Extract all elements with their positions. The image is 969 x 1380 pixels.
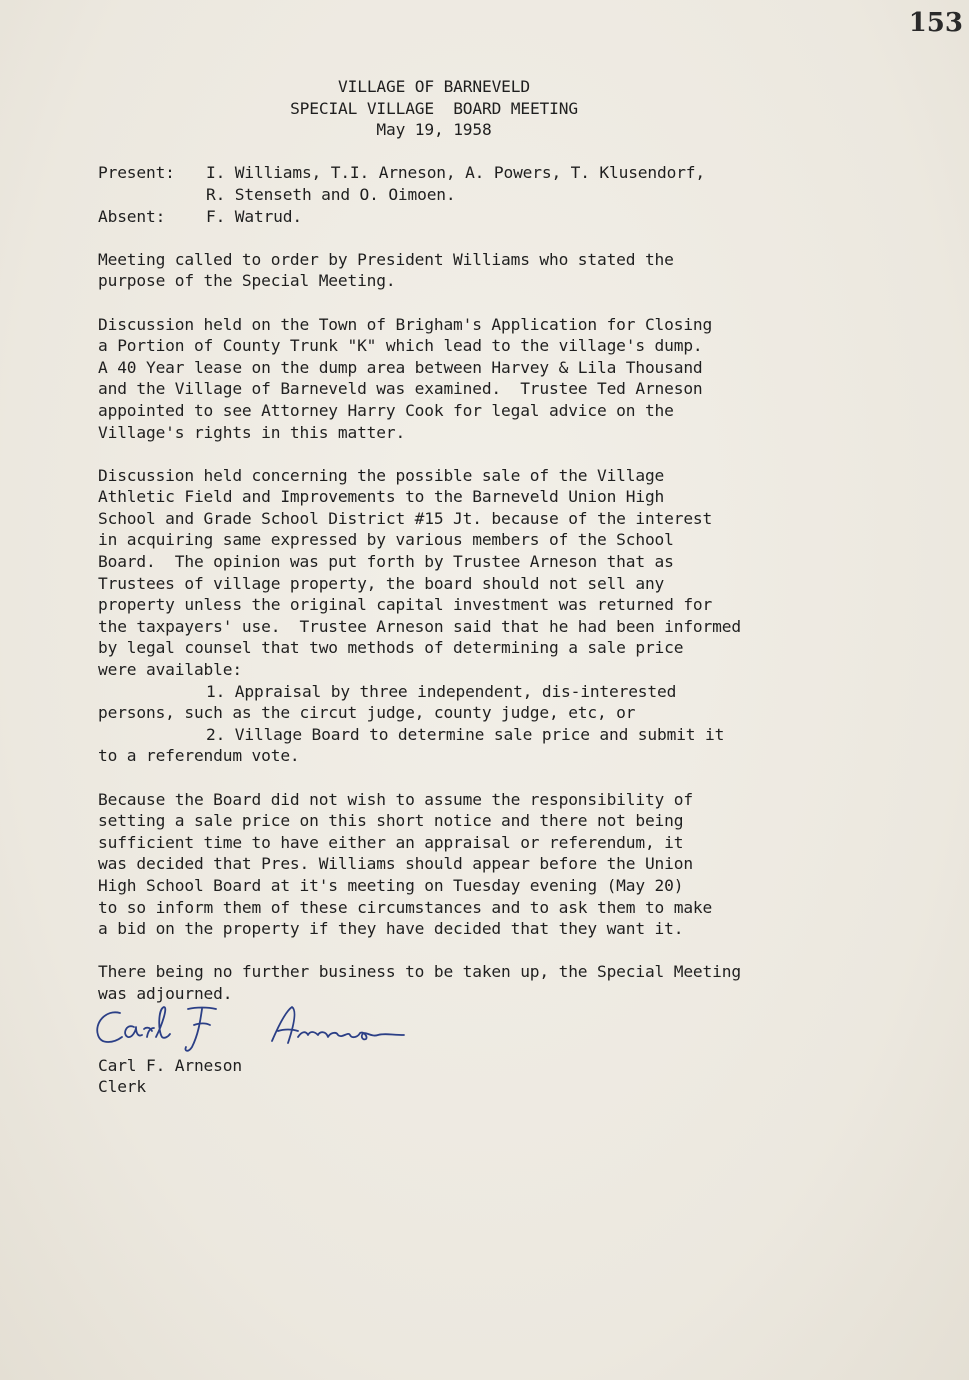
text-line: Discussion held on the Town of Brigham's Application for Closing (98, 314, 713, 334)
method-item-2: 2. Village Board to determine sale price and submit it (206, 724, 725, 744)
method-item-1-continued: persons, such as the circut judge, county judge, etc, or (98, 703, 636, 723)
text-line: the taxpayers' use. Trustee Arneson said that he had been informed (98, 616, 741, 636)
text-line: in acquiring same expressed by various members of the School (98, 530, 674, 550)
text-line: a Portion of County Trunk "K" which lead to the village's dump. (98, 336, 703, 356)
text-line: High School Board at it's meeting on Tuesday evening (May 20) (98, 875, 684, 895)
absent-label: Absent: (98, 206, 166, 226)
text-line: was decided that Pres. Williams should appear before the Union (98, 854, 693, 874)
text-line: and the Village of Barneveld was examined. Trustee Ted Arneson (98, 379, 703, 399)
method-item-1: 1. Appraisal by three independent, dis-interested (206, 681, 677, 701)
text-line: School and Grade School District #15 Jt. because of the interest (98, 508, 713, 528)
present-label: Present: (98, 163, 175, 183)
text-line: Trustees of village property, the board should not sell any (98, 573, 665, 593)
present-names-line1: I. Williams, T.I. Arneson, A. Powers, T. Klusendorf, (206, 163, 705, 183)
paragraph-adjournment (98, 961, 838, 1004)
clerk-title: Clerk (98, 1077, 146, 1097)
text-line: was adjourned. (98, 983, 233, 1003)
text-line: to so inform them of these circumstances and to ask them to make (98, 897, 713, 917)
page-number: 153 (908, 8, 963, 38)
text-line: a bid on the property if they have decided that they want it. (98, 919, 684, 939)
header-meeting-title: SPECIAL VILLAGE BOARD MEETING (290, 98, 578, 118)
text-line: Meeting called to order by President Williams who stated the (98, 249, 674, 269)
attendance (98, 162, 838, 227)
text-line: Because the Board did not wish to assume the responsibility of (98, 789, 693, 809)
paragraph-athletic-field (98, 465, 838, 767)
text-line: were available: (98, 660, 242, 680)
text-line: sufficient time to have either an appraisal or referendum, it (98, 832, 684, 852)
document-header (98, 76, 770, 141)
text-line: A 40 Year lease on the dump area between Harvey & Lila Thousand (98, 357, 703, 377)
handwritten-signature (92, 1001, 472, 1061)
paragraph-call-to-order (98, 249, 838, 292)
absent-names: F. Watrud. (206, 206, 302, 226)
text-line: Athletic Field and Improvements to the Barneveld Union High (98, 487, 665, 507)
paragraph-dump-discussion (98, 314, 838, 444)
method-item-2-continued: to a referendum vote. (98, 746, 300, 766)
present-names-line2: R. Stenseth and O. Oimoen. (206, 184, 456, 204)
text-line: Village's rights in this matter. (98, 422, 406, 442)
header-village: VILLAGE OF BARNEVELD (338, 77, 530, 96)
header-date: May 19, 1958 (376, 120, 492, 140)
text-line: Discussion held concerning the possible sale of the Village (98, 465, 665, 485)
meeting-minutes (98, 76, 838, 1098)
text-line: property unless the original capital investment was returned for (98, 595, 713, 615)
text-line: Board. The opinion was put forth by Trustee Arneson that as (98, 552, 674, 572)
text-line: There being no further business to be taken up, the Special Meeting (98, 962, 741, 982)
clerk-name: Carl F. Arneson (98, 1055, 242, 1075)
signature-area (98, 1007, 838, 1055)
text-line: setting a sale price on this short notice and there not being (98, 811, 684, 831)
paragraph-decision (98, 789, 838, 940)
text-line: by legal counsel that two methods of determining a sale price (98, 638, 684, 658)
text-line: appointed to see Attorney Harry Cook for legal advice on the (98, 400, 674, 420)
text-line: purpose of the Special Meeting. (98, 271, 396, 291)
